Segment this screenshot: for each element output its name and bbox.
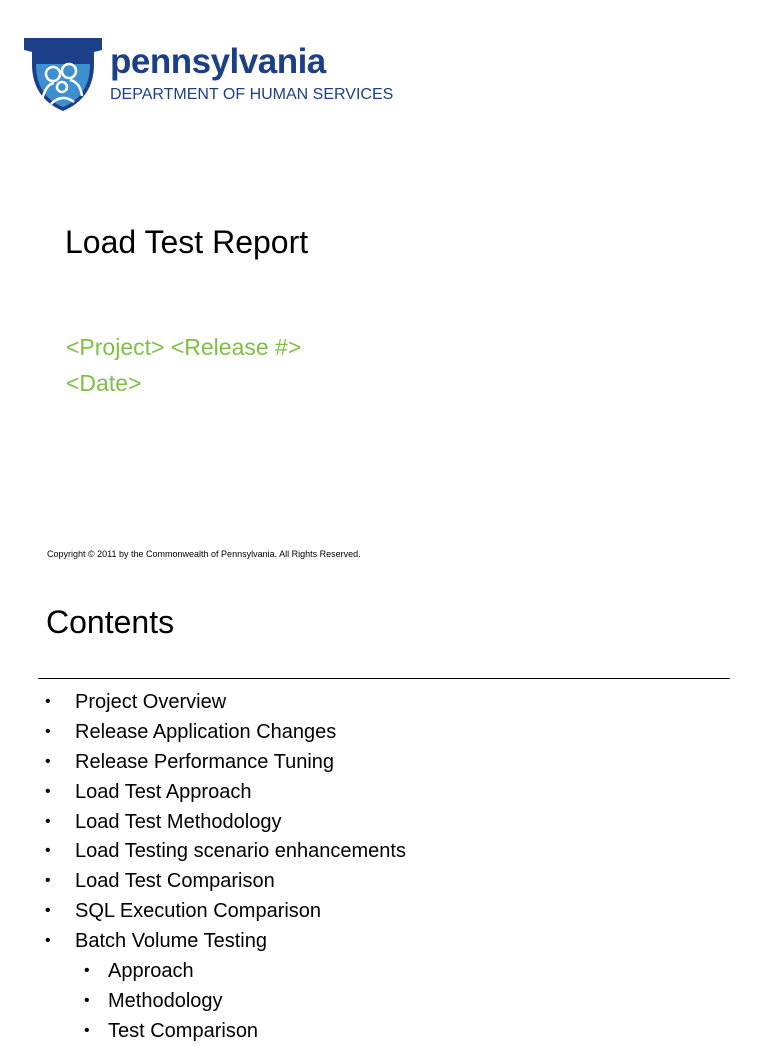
list-item-label: Load Test Approach xyxy=(75,780,252,803)
bullet-icon: • xyxy=(45,722,51,740)
list-item-label: SQL Execution Comparison xyxy=(75,900,322,923)
list-item-label: Load Test Comparison xyxy=(75,870,275,893)
bullet-icon: • xyxy=(45,782,51,800)
bullet-icon: • xyxy=(45,693,51,710)
contents-heading: Contents xyxy=(46,604,175,640)
dhs-logo xyxy=(24,38,394,112)
sub-list-item-label: Test Comparison xyxy=(108,1019,259,1042)
list-item-label: Load Test Methodology xyxy=(75,810,282,833)
list-item-label: Release Application Changes xyxy=(75,720,337,743)
bullet-icon: • xyxy=(45,842,51,860)
date-placeholder: <Date> xyxy=(66,370,142,396)
project-release-placeholder: <Project> <Release #> xyxy=(66,334,302,360)
bullet-icon: • xyxy=(84,962,90,980)
logo-department: DEPARTMENT OF HUMAN SERVICES xyxy=(110,86,394,103)
logo-name: pennsylvania xyxy=(110,42,326,81)
report-title: Load Test Report xyxy=(65,224,309,260)
bullet-icon: • xyxy=(45,812,51,830)
bullet-icon: • xyxy=(45,932,51,950)
bullet-icon: • xyxy=(84,991,90,1009)
copyright-notice: Copyright © 2011 by the Commonwealth of Pennsylvania. All Rights Reserved. xyxy=(47,549,361,559)
bullet-icon: • xyxy=(84,1021,90,1039)
bullet-icon: • xyxy=(45,902,51,920)
bullet-icon: • xyxy=(45,872,51,890)
list-item-label: Load Testing scenario enhancements xyxy=(75,840,406,863)
list-item-label: Release Performance Tuning xyxy=(75,750,335,773)
keystone-family-icon xyxy=(24,38,102,112)
contents-divider xyxy=(38,678,730,679)
bullet-icon: • xyxy=(45,752,51,770)
list-item-label: Batch Volume Testing xyxy=(75,930,267,953)
sub-list-item-label: Methodology xyxy=(108,989,223,1012)
list-item-label: Project Overview xyxy=(75,691,227,713)
sub-list-item-label: Approach xyxy=(108,960,194,983)
